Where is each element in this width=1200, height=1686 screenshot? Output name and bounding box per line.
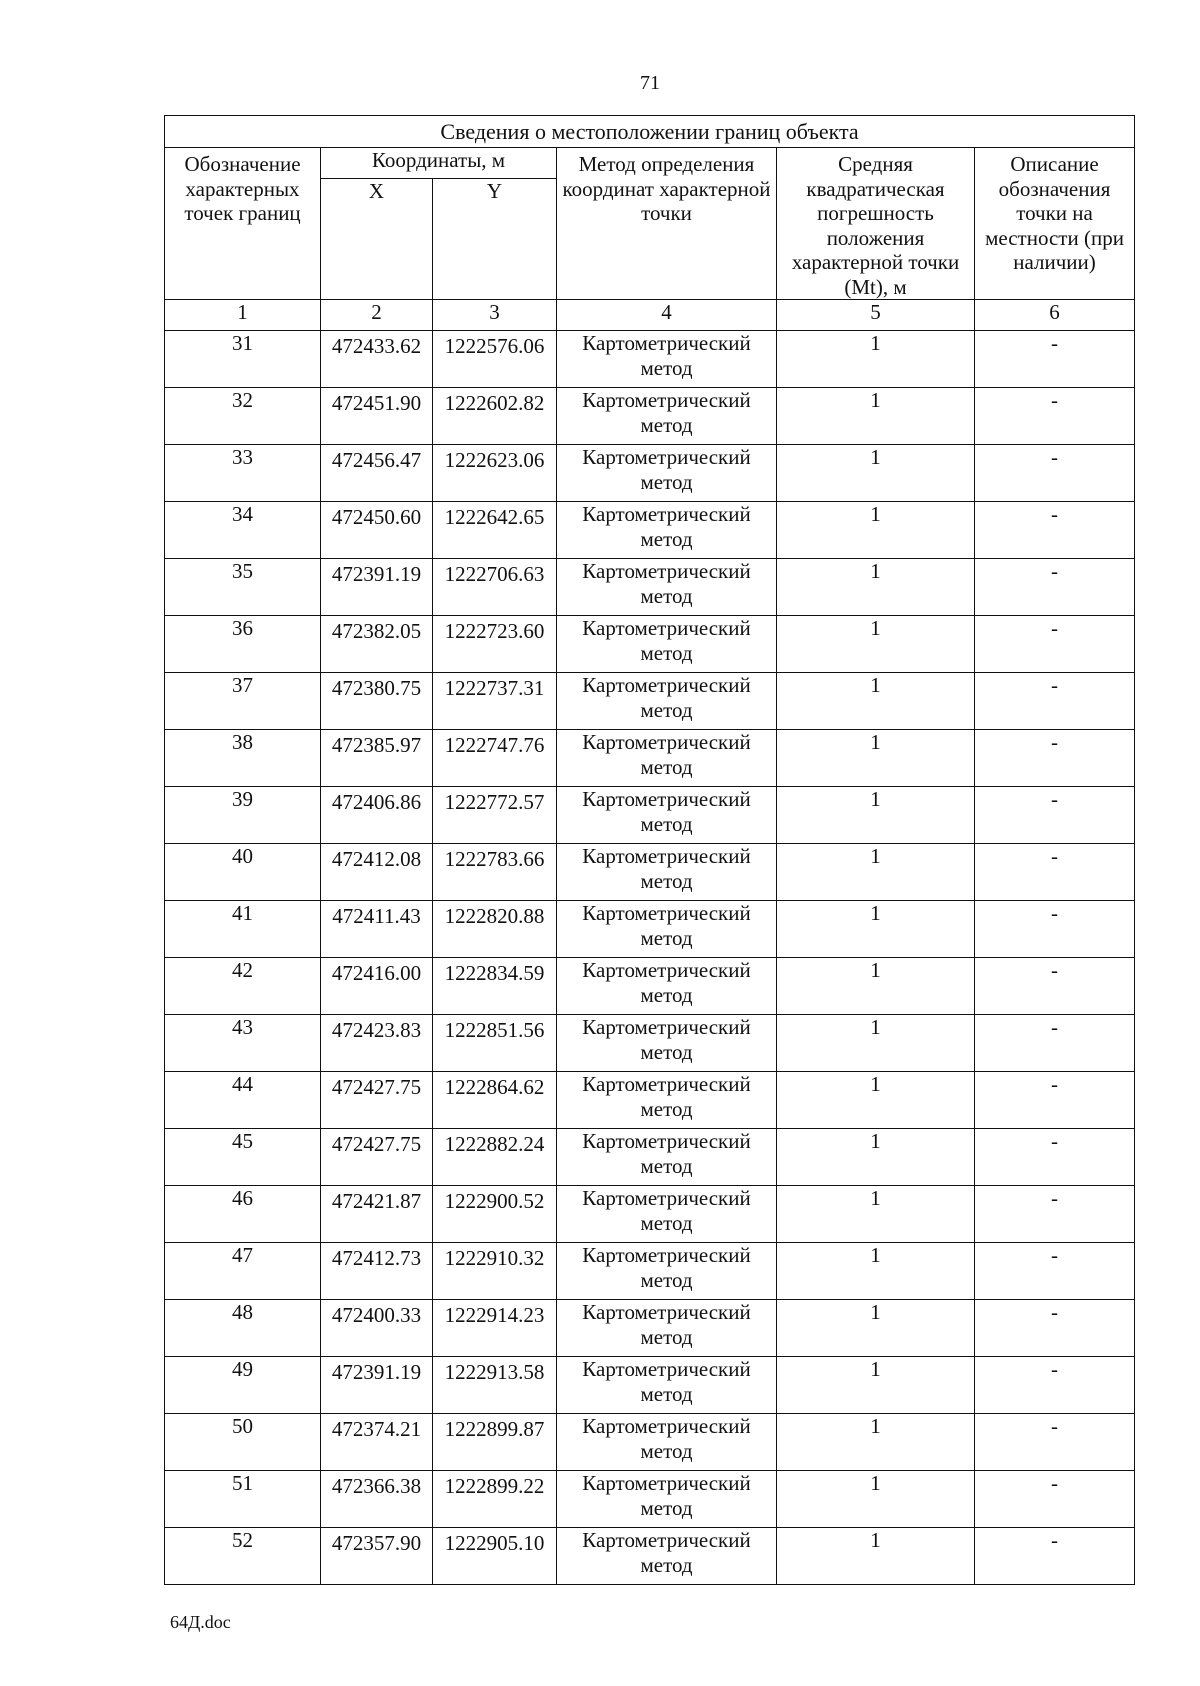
footer-filename: 64Д.doc <box>170 1612 231 1632</box>
cell-x: 472427.75 <box>321 1129 433 1186</box>
cell-x: 472391.19 <box>321 1357 433 1414</box>
cell-y: 1222899.22 <box>433 1471 557 1528</box>
cell-description: - <box>975 844 1135 901</box>
cell-accuracy: 1 <box>777 1243 975 1300</box>
cell-y: 1222910.32 <box>433 1243 557 1300</box>
cell-x: 472412.73 <box>321 1243 433 1300</box>
cell-x: 472451.90 <box>321 388 433 445</box>
cell-method: Картометрический метод <box>557 1471 777 1528</box>
column-number: 6 <box>975 300 1135 331</box>
cell-accuracy: 1 <box>777 730 975 787</box>
cell-description: - <box>975 1528 1135 1585</box>
cell-description: - <box>975 730 1135 787</box>
cell-accuracy: 1 <box>777 958 975 1015</box>
cell-method: Картометрический метод <box>557 901 777 958</box>
cell-x: 472416.00 <box>321 958 433 1015</box>
cell-x: 472374.21 <box>321 1414 433 1471</box>
cell-point: 47 <box>165 1243 321 1300</box>
cell-point: 38 <box>165 730 321 787</box>
cell-method: Картометрический метод <box>557 445 777 502</box>
cell-method: Картометрический метод <box>557 616 777 673</box>
cell-x: 472433.62 <box>321 331 433 388</box>
boundary-coordinates-table <box>164 115 1135 1585</box>
cell-point: 46 <box>165 1186 321 1243</box>
cell-description: - <box>975 787 1135 844</box>
cell-y: 1222882.24 <box>433 1129 557 1186</box>
cell-method: Картометрический метод <box>557 1129 777 1186</box>
cell-y: 1222914.23 <box>433 1300 557 1357</box>
cell-y: 1222723.60 <box>433 616 557 673</box>
cell-description: - <box>975 1357 1135 1414</box>
cell-accuracy: 1 <box>777 901 975 958</box>
cell-y: 1222706.63 <box>433 559 557 616</box>
cell-method: Картометрический метод <box>557 1528 777 1585</box>
header-point: Обозначение характерных точек границ <box>165 148 321 300</box>
cell-point: 50 <box>165 1414 321 1471</box>
table-row <box>165 730 1135 787</box>
table-row <box>165 958 1135 1015</box>
cell-y: 1222820.88 <box>433 901 557 958</box>
cell-description: - <box>975 1015 1135 1072</box>
cell-method: Картометрический метод <box>557 844 777 901</box>
cell-description: - <box>975 1243 1135 1300</box>
cell-method: Картометрический метод <box>557 787 777 844</box>
cell-x: 472380.75 <box>321 673 433 730</box>
cell-x: 472391.19 <box>321 559 433 616</box>
cell-description: - <box>975 388 1135 445</box>
cell-point: 52 <box>165 1528 321 1585</box>
table-row <box>165 1471 1135 1528</box>
cell-x: 472456.47 <box>321 445 433 502</box>
cell-y: 1222642.65 <box>433 502 557 559</box>
cell-description: - <box>975 958 1135 1015</box>
cell-method: Картометрический метод <box>557 502 777 559</box>
column-number: 2 <box>321 300 433 331</box>
cell-x: 472382.05 <box>321 616 433 673</box>
table-row <box>165 388 1135 445</box>
cell-accuracy: 1 <box>777 673 975 730</box>
cell-y: 1222783.66 <box>433 844 557 901</box>
table-row <box>165 787 1135 844</box>
cell-x: 472421.87 <box>321 1186 433 1243</box>
column-numbers-row <box>165 300 1135 331</box>
column-number: 1 <box>165 300 321 331</box>
cell-description: - <box>975 1300 1135 1357</box>
cell-method: Картометрический метод <box>557 559 777 616</box>
table-row <box>165 1357 1135 1414</box>
cell-accuracy: 1 <box>777 1129 975 1186</box>
cell-x: 472357.90 <box>321 1528 433 1585</box>
cell-x: 472423.83 <box>321 1015 433 1072</box>
header-x: X <box>321 179 433 300</box>
cell-point: 45 <box>165 1129 321 1186</box>
cell-accuracy: 1 <box>777 1528 975 1585</box>
table-row <box>165 616 1135 673</box>
cell-point: 33 <box>165 445 321 502</box>
table-row <box>165 331 1135 388</box>
cell-y: 1222772.57 <box>433 787 557 844</box>
cell-point: 48 <box>165 1300 321 1357</box>
table-row <box>165 1528 1135 1585</box>
cell-description: - <box>975 445 1135 502</box>
cell-description: - <box>975 1072 1135 1129</box>
table-row <box>165 1300 1135 1357</box>
cell-point: 40 <box>165 844 321 901</box>
cell-point: 32 <box>165 388 321 445</box>
cell-accuracy: 1 <box>777 1300 975 1357</box>
column-number: 5 <box>777 300 975 331</box>
cell-y: 1222576.06 <box>433 331 557 388</box>
cell-method: Картометрический метод <box>557 730 777 787</box>
cell-x: 472400.33 <box>321 1300 433 1357</box>
cell-description: - <box>975 901 1135 958</box>
cell-x: 472366.38 <box>321 1471 433 1528</box>
cell-point: 51 <box>165 1471 321 1528</box>
cell-accuracy: 1 <box>777 331 975 388</box>
cell-method: Картометрический метод <box>557 1357 777 1414</box>
cell-accuracy: 1 <box>777 1357 975 1414</box>
cell-point: 31 <box>165 331 321 388</box>
cell-point: 35 <box>165 559 321 616</box>
cell-y: 1222905.10 <box>433 1528 557 1585</box>
cell-description: - <box>975 616 1135 673</box>
table-title: Сведения о местоположении границ объекта <box>165 116 1135 148</box>
cell-x: 472427.75 <box>321 1072 433 1129</box>
header-description: Описание обозначения точки на местности (при наличии) <box>975 148 1135 300</box>
cell-method: Картометрический метод <box>557 331 777 388</box>
table-row <box>165 844 1135 901</box>
cell-method: Картометрический метод <box>557 673 777 730</box>
table-row <box>165 1243 1135 1300</box>
table-row <box>165 1129 1135 1186</box>
table-row <box>165 1186 1135 1243</box>
cell-description: - <box>975 1414 1135 1471</box>
page-number: 71 <box>640 72 660 94</box>
table-row <box>165 445 1135 502</box>
column-number: 4 <box>557 300 777 331</box>
cell-method: Картометрический метод <box>557 1186 777 1243</box>
cell-description: - <box>975 1186 1135 1243</box>
cell-accuracy: 1 <box>777 502 975 559</box>
cell-accuracy: 1 <box>777 787 975 844</box>
cell-point: 44 <box>165 1072 321 1129</box>
cell-x: 472411.43 <box>321 901 433 958</box>
cell-y: 1222913.58 <box>433 1357 557 1414</box>
table-row <box>165 901 1135 958</box>
cell-y: 1222623.06 <box>433 445 557 502</box>
cell-accuracy: 1 <box>777 559 975 616</box>
cell-point: 39 <box>165 787 321 844</box>
cell-method: Картометрический метод <box>557 1072 777 1129</box>
cell-y: 1222747.76 <box>433 730 557 787</box>
cell-method: Картометрический метод <box>557 1243 777 1300</box>
cell-accuracy: 1 <box>777 1471 975 1528</box>
cell-point: 49 <box>165 1357 321 1414</box>
cell-point: 34 <box>165 502 321 559</box>
cell-x: 472385.97 <box>321 730 433 787</box>
cell-accuracy: 1 <box>777 844 975 901</box>
table-row <box>165 1072 1135 1129</box>
cell-point: 41 <box>165 901 321 958</box>
cell-y: 1222602.82 <box>433 388 557 445</box>
cell-accuracy: 1 <box>777 1414 975 1471</box>
cell-y: 1222900.52 <box>433 1186 557 1243</box>
cell-point: 42 <box>165 958 321 1015</box>
cell-point: 37 <box>165 673 321 730</box>
table-row <box>165 673 1135 730</box>
cell-y: 1222737.31 <box>433 673 557 730</box>
cell-method: Картометрический метод <box>557 388 777 445</box>
table-row <box>165 502 1135 559</box>
header-method: Метод определения координат характерной точки <box>557 148 777 300</box>
cell-y: 1222899.87 <box>433 1414 557 1471</box>
column-number: 3 <box>433 300 557 331</box>
cell-point: 36 <box>165 616 321 673</box>
cell-method: Картометрический метод <box>557 958 777 1015</box>
cell-accuracy: 1 <box>777 388 975 445</box>
header-y: Y <box>433 179 557 300</box>
cell-description: - <box>975 673 1135 730</box>
cell-accuracy: 1 <box>777 616 975 673</box>
cell-y: 1222834.59 <box>433 958 557 1015</box>
cell-accuracy: 1 <box>777 445 975 502</box>
table-row <box>165 559 1135 616</box>
cell-description: - <box>975 1129 1135 1186</box>
cell-method: Картометрический метод <box>557 1300 777 1357</box>
cell-x: 472450.60 <box>321 502 433 559</box>
cell-y: 1222864.62 <box>433 1072 557 1129</box>
cell-accuracy: 1 <box>777 1015 975 1072</box>
cell-method: Картометрический метод <box>557 1414 777 1471</box>
cell-x: 472412.08 <box>321 844 433 901</box>
header-coordinates: Координаты, м <box>321 148 557 179</box>
cell-method: Картометрический метод <box>557 1015 777 1072</box>
table-row <box>165 1414 1135 1471</box>
cell-y: 1222851.56 <box>433 1015 557 1072</box>
cell-description: - <box>975 331 1135 388</box>
cell-accuracy: 1 <box>777 1186 975 1243</box>
cell-description: - <box>975 1471 1135 1528</box>
header-accuracy: Средняя квадратическая погрешность положения характерной точки (Mt), м <box>777 148 975 300</box>
cell-description: - <box>975 502 1135 559</box>
table-row <box>165 1015 1135 1072</box>
cell-point: 43 <box>165 1015 321 1072</box>
cell-accuracy: 1 <box>777 1072 975 1129</box>
cell-x: 472406.86 <box>321 787 433 844</box>
cell-description: - <box>975 559 1135 616</box>
